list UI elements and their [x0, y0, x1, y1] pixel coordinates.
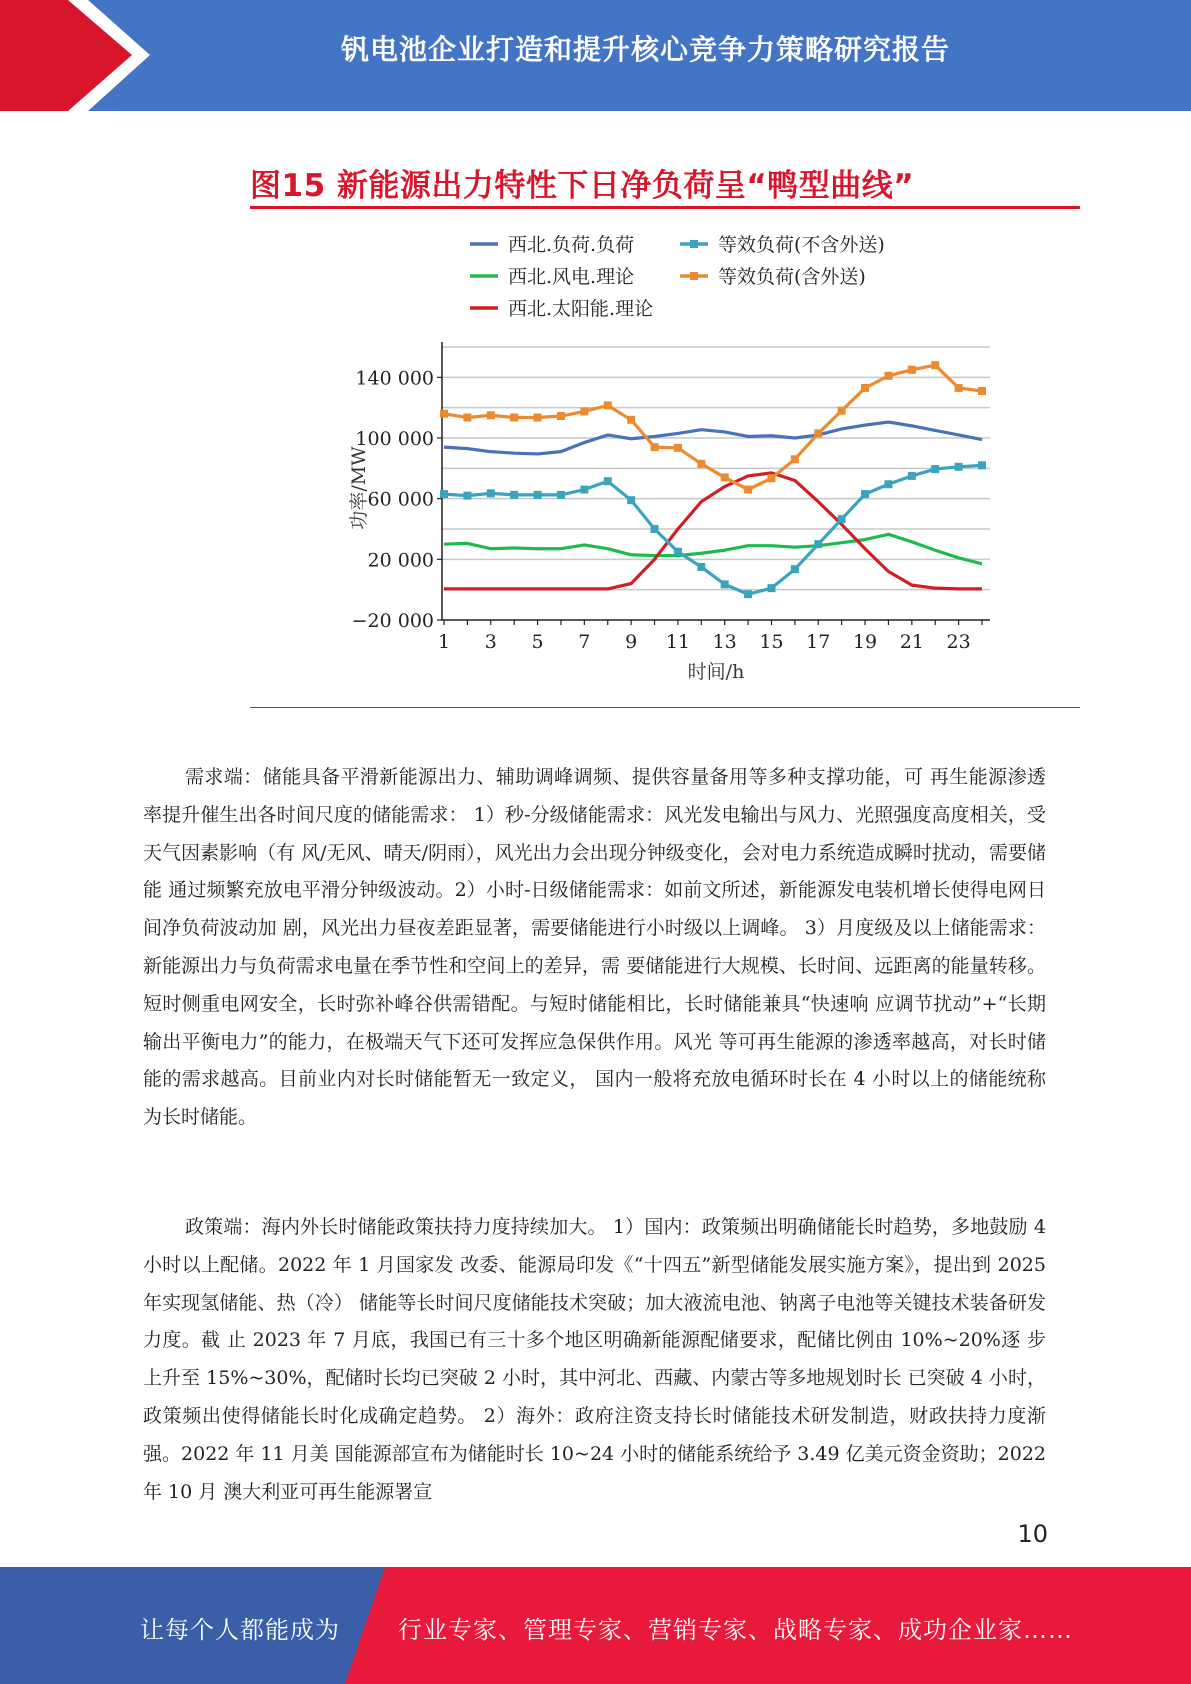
- data-point: [955, 384, 963, 392]
- data-point: [791, 455, 799, 463]
- data-point: [604, 477, 612, 485]
- data-point: [534, 414, 542, 422]
- page-number: 10: [1017, 1520, 1048, 1548]
- x-tick-label: 19: [852, 631, 878, 653]
- data-point: [767, 474, 775, 482]
- data-point: [721, 580, 729, 588]
- figure-bottom-rule: [250, 707, 1080, 708]
- legend-item: [680, 266, 866, 288]
- chart-legend: [470, 234, 885, 320]
- data-point: [463, 414, 471, 422]
- data-point: [510, 414, 518, 422]
- data-point: [744, 486, 752, 494]
- data-point: [978, 461, 986, 469]
- data-point: [674, 444, 682, 452]
- data-point: [604, 401, 612, 409]
- data-point: [674, 548, 682, 556]
- page-header: [0, 0, 1191, 111]
- data-point: [627, 416, 635, 424]
- x-tick-label: 5: [531, 631, 544, 653]
- legend-item: [470, 234, 634, 256]
- figure-title-rule: [250, 206, 1080, 209]
- y-axis-label: 功率/MW: [348, 446, 370, 530]
- legend-label: 西北.风电.理论: [508, 266, 635, 288]
- data-point: [814, 540, 822, 548]
- data-point: [534, 491, 542, 499]
- y-tick-label: 140 000: [355, 367, 434, 390]
- figure-title: 图15 新能源出力特性下日净负荷呈“鸭型曲线”: [250, 168, 915, 204]
- legend-marker: [690, 240, 698, 248]
- x-tick-label: 7: [578, 631, 591, 653]
- header-arrow-decoration: [0, 0, 160, 111]
- x-tick-label: 13: [712, 631, 737, 653]
- data-point: [978, 387, 986, 395]
- data-point: [861, 384, 869, 392]
- data-point: [487, 411, 495, 419]
- data-point: [463, 492, 471, 500]
- data-point: [651, 443, 659, 451]
- data-point: [908, 472, 916, 480]
- x-axis-ticks: [438, 620, 982, 653]
- chart-gridlines: [442, 347, 990, 590]
- y-tick-label: 60 000: [367, 488, 434, 511]
- legend-item: [470, 266, 634, 288]
- series-4: [440, 461, 986, 598]
- data-point: [861, 490, 869, 498]
- paragraph-demand-side: 需求端：储能具备平滑新能源出力、辅助调峰调频、提供容量备用等多种支撑功能，可 再生能源渗透率提升催生出各时间尺度的储能需求： 1）秒-分级储能需求：风光发电输出与风力、光照强度高度相关，受天气因素影响（有 风/无风、晴天/阴雨），风光出力会出现分钟级变化，会对电力系统造成瞬时扰动，需要储能 通过频繁充放电平滑分钟级波动。2）小时-日级储能需求：如前文所述，新能源发电装机增长使得电网日间净负荷波动加 剧，风光出力昼夜差距显著，需要储能进行小时级以上调峰。 3）月度级及以上储能需求：新能源出力与负荷需求电量在季节性和空间上的差异，需 要储能进行大规模、长时间、远距离的能量转移。 短时侧重电网安全，长时弥补峰谷供需错配。与短时储能相比，长时储能兼具“快速响 应调节扰动”+“长期输出平衡电力”的能力，在极端天气下还可发挥应急保供作用。风光 等可再生能源的渗透率越高，对长时储能的需求越高。目前业内对长时储能暂无一致定义， 国内一般将充放电循环时长在 4 小时以上的储能统称为长时储能。: [143, 766, 1046, 1129]
- data-point: [510, 491, 518, 499]
- legend-item: [680, 234, 885, 256]
- x-tick-label: 15: [759, 631, 784, 653]
- data-point: [838, 515, 846, 523]
- data-point: [767, 584, 775, 592]
- x-tick-label: 3: [484, 631, 497, 653]
- data-point: [440, 410, 448, 418]
- series-line: [444, 365, 982, 489]
- paragraph-policy-side: 政策端：海内外长时储能政策扶持力度持续加大。 1）国内：政策频出明确储能长时趋势，多地鼓励 4 小时以上配储。2022 年 1 月国家发 改委、能源局印发《“十四五”新型储能发展实施方案》，提出到 2025 年实现氢储能、热（冷） 储能等长时间尺度储能技术突破；加大液流电池、钠离子电池等关键技术装备研发力度。截 止 2023 年 7 月底，我国已有三十多个地区明确新能源配储要求，配储比例由 10%~20%逐 步上升至 15%~30%，配储时长均已突破 2 小时，其中河北、西藏、内蒙古等多地规划时长 已突破 4 小时，政策频出使得储能长时化成确定趋势。 2）海外：政府注资支持长时储能技术研发制造，财政扶持力度渐强。2022 年 11 月美 国能源部宣布为储能时长 10~24 小时的储能系统给予 3.49 亿美元资金资助；2022 年 10 月 澳大利亚可再生能源署宣: [143, 1216, 1046, 1503]
- data-point: [884, 372, 892, 380]
- data-point: [487, 489, 495, 497]
- data-point: [884, 480, 892, 488]
- legend-marker: [690, 272, 698, 280]
- data-point: [651, 525, 659, 533]
- legend-item: [470, 298, 653, 320]
- x-tick-label: 11: [665, 631, 691, 653]
- report-title: 钒电池企业打造和提升核心竞争力策略研究报告: [340, 33, 950, 66]
- data-point: [580, 407, 588, 415]
- x-tick-label: 9: [625, 631, 638, 653]
- legend-label: 等效负荷(不含外送): [718, 234, 885, 256]
- chart-series: [440, 361, 986, 598]
- x-tick-label: 17: [806, 631, 831, 653]
- data-point: [955, 463, 963, 471]
- x-tick-label: 1: [437, 631, 451, 653]
- x-axis-label: 时间/h: [687, 661, 745, 683]
- legend-label: 等效负荷(含外送): [718, 266, 866, 288]
- duck-curve-line-chart: [340, 220, 1000, 700]
- series-line: [444, 465, 982, 594]
- data-point: [697, 563, 705, 571]
- x-tick-label: 23: [946, 631, 971, 653]
- y-tick-label: −20 000: [351, 610, 434, 632]
- data-point: [580, 486, 588, 494]
- data-point: [931, 361, 939, 369]
- data-point: [814, 429, 822, 437]
- series-3: [444, 473, 982, 589]
- legend-label: 西北.负荷.负荷: [508, 234, 635, 256]
- series-5: [440, 361, 986, 493]
- data-point: [557, 491, 565, 499]
- data-point: [791, 565, 799, 573]
- data-point: [931, 465, 939, 473]
- data-point: [721, 473, 729, 481]
- data-point: [838, 407, 846, 415]
- y-tick-label: 20 000: [367, 549, 434, 572]
- data-point: [627, 496, 635, 504]
- footer-slogan-right: 行业专家、管理专家、营销专家、战略专家、成功企业家……: [398, 1616, 1073, 1644]
- legend-label: 西北.太阳能.理论: [508, 298, 654, 320]
- footer-slogan-left: 让每个人都能成为: [140, 1616, 340, 1644]
- y-tick-label: 100 000: [355, 428, 434, 450]
- x-tick-label: 21: [899, 631, 924, 653]
- data-point: [440, 490, 448, 498]
- series-line: [444, 473, 982, 589]
- data-point: [697, 460, 705, 468]
- data-point: [557, 412, 565, 420]
- data-point: [744, 590, 752, 598]
- data-point: [908, 366, 916, 374]
